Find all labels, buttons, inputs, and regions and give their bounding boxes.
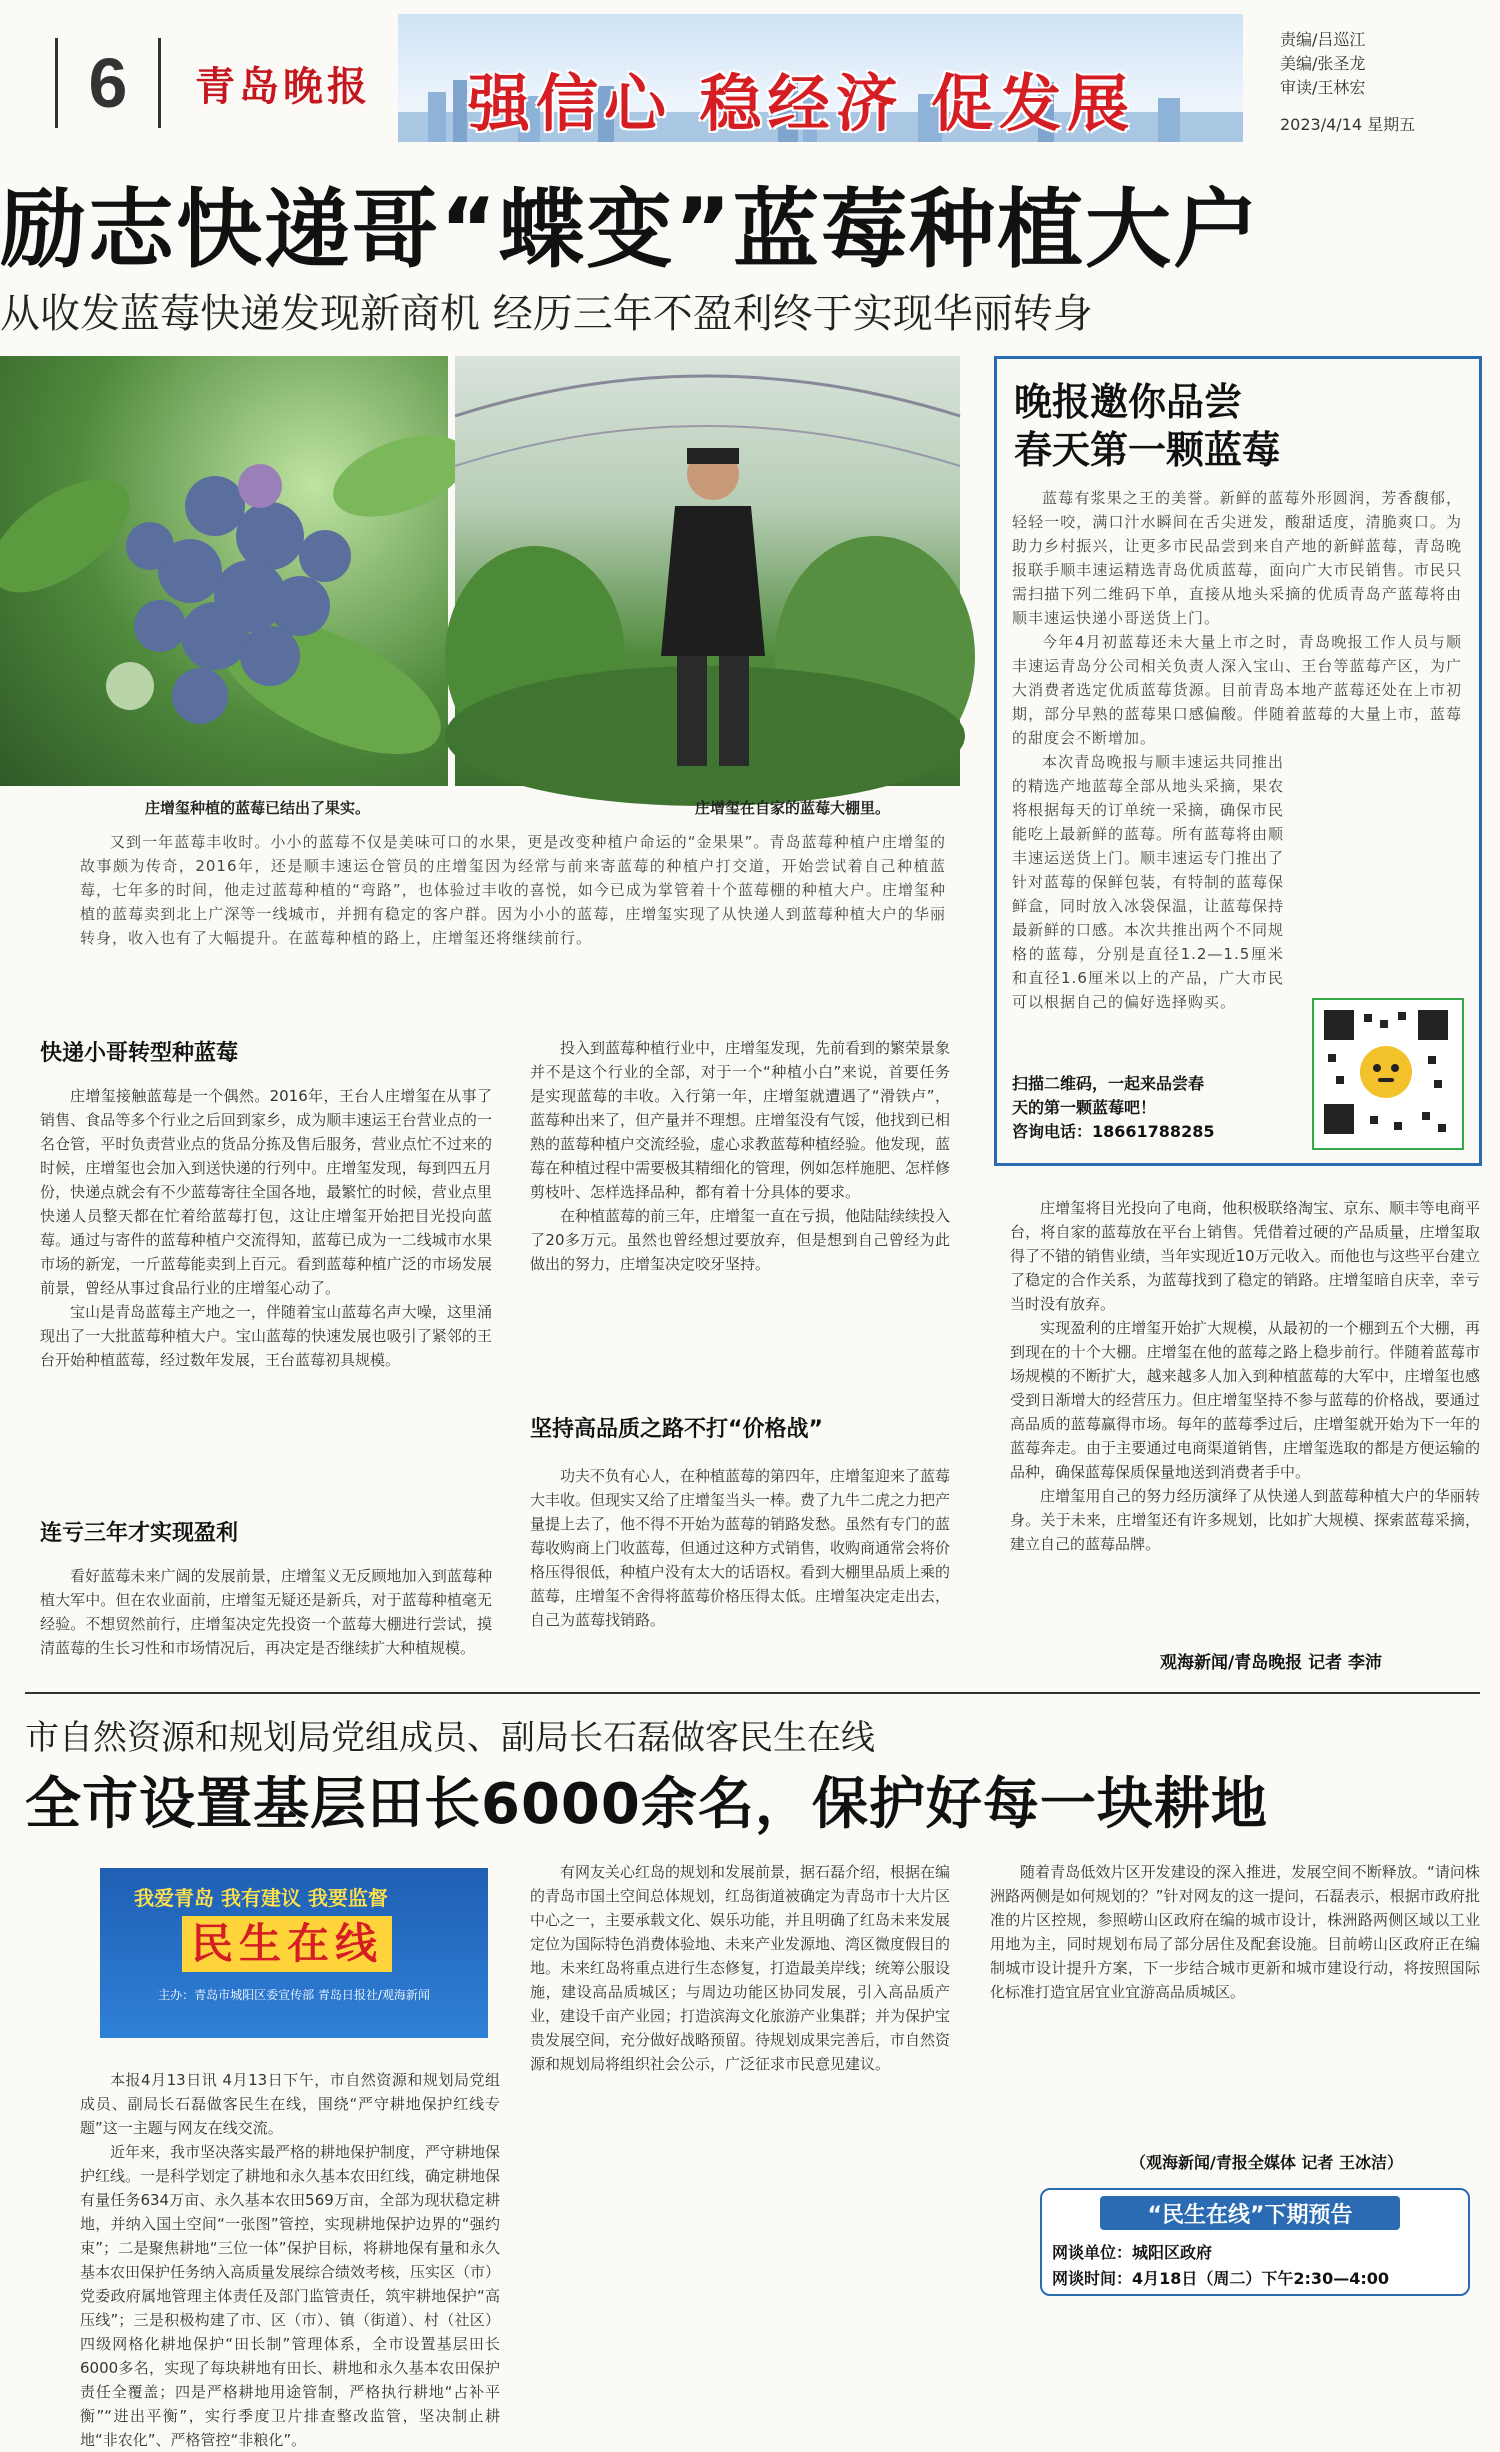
article2-byline: （观海新闻/青报全媒体 记者 王冰洁） — [1130, 2153, 1403, 2172]
scan-line-2: 天的第一颗蓝莓吧！ — [1012, 1098, 1157, 1117]
preview-time: 网谈时间：4月18日（周二）下午2:30—4:00 — [1052, 2269, 1389, 2288]
article2-column-3 — [990, 1860, 1480, 2148]
greenhouse-farmer-icon — [455, 356, 960, 786]
editor-chief: 责编/吕巡江 — [1280, 30, 1366, 49]
promo-title — [1014, 378, 1280, 474]
consult-phone: 咨询电话：18661788285 — [1012, 1122, 1215, 1141]
scan-line-1: 扫描二维码，一起来品尝春 — [1012, 1074, 1205, 1093]
article-column-2 — [530, 1036, 950, 1276]
paragraph: 功夫不负有心人，在种植蓝莓的第四年，庄增玺迎来了蓝莓大丰收。但现实又给了庄增玺当头一棒。费了九牛二虎之力把产量提上去了，他不得不开始为蓝莓的销路发愁。虽然有专门的蓝莓收购商上门收蓝莓，但通过这种方式销售，收购商通常会将价格压得很低，种植户没有太大的话语权。看到大棚里品质上乘的蓝莓，庄增玺不舍得将蓝莓价格压得太低。庄增玺决定走出去，自己为蓝莓找销路。 — [530, 1467, 951, 1629]
paragraph: 有网友关心红岛的规划和发展前景，据石磊介绍，根据在编的青岛市国土空间总体规划，红岛街道被确定为青岛市十大片区中心之一，主要承载文化、娱乐功能，并且明确了红岛未来发展定位为国际特色消费体验地、未来产业发源地、湾区微度假目的地。未来红岛将重点进行生态修复，打造最美岸线；统筹公服设施，建设高品质城区；与周边功能区协同发展，引入高品质产业，建设千亩产业园；打造滨海文化旅游产业集群；并为保护宝贵发展空间，充分做好战略预留。待规划成果完善后，市自然资源和规划局将组织社会公示，广泛征求市民意见建议。 — [530, 1863, 951, 2073]
paragraph: 近年来，我市坚决落实最严格的耕地保护制度，严守耕地保护红线。一是科学划定了耕地和永久基本农田红线，确定耕地保有量任务634万亩、永久基本农田569万亩，全部为现状稳定耕地，并纳入国土空间“一张图”管控，实现耕地保护边界的“强约束”；二是聚焦耕地“三位一体”保护目标，将耕地保有量和永久基本农田保护任务纳入高质量发展综合绩效考核，压实区（市）党委政府属地管理主体责任及部门监管责任，筑牢耕地保护“高压线”；三是积极构建了市、区（市）、镇（街道）、村（社区）四级网格化耕地保护“田长制”管理体系，全市设置基层田长6000多名，实现了每块耕地有田长、耕地和永久基本农田保护责任全覆盖；四是严格耕地用途管制，严格执行耕地“占补平衡”“进出平衡”，实行季度卫片排查整改监管，坚决制止耕地“非农化”、严格管控“非粮化”。 — [80, 2143, 501, 2449]
page-number: 6 — [55, 38, 161, 128]
section-title-quality: 坚持高品质之路不打“价格战” — [530, 1417, 823, 1442]
editor-review: 审读/王林宏 — [1280, 78, 1366, 97]
article2-kicker: 市自然资源和规划局党组成员、副局长石磊做客民生在线 — [25, 1718, 875, 1758]
paragraph: 今年4月初蓝莓还未大量上市之时，青岛晚报工作人员与顺丰速运青岛分公司相关负责人深入宝山、王台等蓝莓产区，为广大消费者选定优质蓝莓货源。目前青岛本地产蓝莓还处在上市初期，部分早熟的蓝莓果口感偏酸。伴随着蓝莓的大量上市，蓝莓的甜度会不断增加。 — [1012, 633, 1462, 747]
greenhouse-photo-caption: 庄增玺在自家的蓝莓大棚里。 — [695, 799, 891, 817]
next-preview-title: “民生在线”下期预告 — [1100, 2196, 1400, 2230]
main-headline: 励志快递哥“蝶变”蓝莓种植大户 — [0, 180, 1262, 280]
slogan-banner — [398, 14, 1243, 142]
article-lead: 又到一年蓝莓丰收时。小小的蓝莓不仅是美味可口的水果，更是改变种植户命运的“金果果”。青岛蓝莓种植户庄增玺的故事颇为传奇，2016年，还是顺丰速运仓管员的庄增玺因为经常与前来寄蓝莓的种植户打交道，开始尝试着自己种植蓝莓，七年多的时间，他走过蓝莓种植的“弯路”，也体验过丰收的喜悦，如今已成为掌管着十个蓝莓棚的种植大户。庄增玺种植的蓝莓卖到北上广深等一线城市，并拥有稳定的客户群。因为小小的蓝莓，庄增玺实现了从快递人到蓝莓种植大户的华丽转身，收入也有了大幅提升。在蓝莓种植的路上，庄增玺还将继续前行。 — [80, 833, 946, 947]
article2-headline: 全市设置基层田长6000余名，保护好每一块耕地 — [25, 1772, 1268, 1837]
paragraph: 庄增玺将目光投向了电商，他积极联络淘宝、京东、顺丰等电商平台，将自家的蓝莓放在平台上销售。凭借着过硬的产品质量，庄增玺取得了不错的销售业绩，当年实现近10万元收入。而他也与这些平台建立了稳定的合作关系，为蓝莓找到了稳定的销路。庄增玺暗自庆幸，幸亏当时没有放弃。 — [1010, 1199, 1480, 1313]
paragraph: 本次青岛晚报与顺丰速运共同推出的精选产地蓝莓全部从地头采摘，果农将根据每天的订单统一采摘，确保市民能吃上最新鲜的蓝莓。所有蓝莓将由顺丰速运送货上门。顺丰速运专门推出了针对蓝莓的保鲜包装，有特制的蓝莓保鲜盒，同时放入冰袋保温，让蓝莓保持最新鲜的口感。本次共推出两个不同规格的蓝莓，分别是直径1.2—1.5厘米和直径1.6厘米以上的产品，广大市民可以根据自己的偏好选择购买。 — [1012, 753, 1285, 1011]
editor-art: 美编/张圣龙 — [1280, 54, 1366, 73]
paragraph: 庄增玺接触蓝莓是一个偶然。2016年，王台人庄增玺在从事了销售、食品等多个行业之后回到家乡，成为顺丰速运王台营业点的一名仓管，平时负责营业点的货品分拣及售后服务，营业点忙不过来的时候，庄增玺也会加入到送快递的行列中。庄增玺发现，每到四五月份，快递点就会有不少蓝莓寄往全国各地，最繁忙的时候，营业点里快递人员整天都在忙着给蓝莓打包，这让庄增玺开始把目光投向蓝莓。通过与寄件的蓝莓种植户交流得知，蓝莓已成为一二线城市水果市场的新宠，一斤蓝莓能卖到上百元。看到蓝莓种植广泛的市场发展前景，曾经从事过食品行业的庄增玺心动了。 — [40, 1087, 492, 1297]
banner-host: 主办：青岛市城阳区委宣传部 青岛日报社/观海新闻 — [158, 1988, 430, 2002]
paragraph: 投入到蓝莓种植行业中，庄增玺发现，先前看到的繁荣景象并不是这个行业的全部，对于一个“种植小白”来说，首要任务是实现蓝莓的丰收。入行第一年，庄增玺就遭遇了“滑铁卢”，蓝莓种出来了，但产量并不理想。庄增玺没有气馁，他找到已相熟的蓝莓种植户交流经验，虚心求教蓝莓种植经验。他发现，蓝莓在种植过程中需要极其精细化的管理，例如怎样施肥、怎样修剪枝叶、怎样选择品种，都有着十分具体的要求。 — [530, 1039, 951, 1201]
paragraph: 宝山是青岛蓝莓主产地之一，伴随着宝山蓝莓名声大噪，这里涌现出了一大批蓝莓种植大户。宝山蓝莓的快速发展也吸引了紧邻的王台开始种植蓝莓，经过数年发展，王台蓝莓初具规模。 — [40, 1303, 492, 1369]
article2-column-2 — [530, 1860, 950, 2300]
promo-title-line1: 晚报邀你品尝 — [1014, 379, 1243, 424]
qr-code-icon[interactable] — [1312, 998, 1464, 1150]
paragraph: 在种植蓝莓的前三年，庄增玺一直在亏损，他陆陆续续投入了20多万元。虽然也曾经想过要放弃，但是想到自己曾经为此做出的努力，庄增玺决定咬牙坚持。 — [530, 1207, 951, 1273]
article-byline: 观海新闻/青岛晚报 记者 李沛 — [1160, 1653, 1383, 1673]
section-title-courier: 快递小哥转型种蓝莓 — [40, 1041, 239, 1066]
section-divider — [25, 1692, 1480, 1694]
blueberry-photo-caption: 庄增玺种植的蓝莓已结出了果实。 — [145, 799, 371, 817]
promo-body — [1012, 486, 1462, 1014]
blueberry-photo — [0, 356, 448, 786]
paragraph: 随着青岛低效片区开发建设的深入推进，发展空间不断释放。“请问株洲路两侧是如何规划的？”针对网友的这一提问，石磊表示，根据市政府批准的片区控规，参照崂山区政府在编的城市设计，株洲路两侧区域以工业用地为主，同时规划布局了部分居住及配套设施。目前崂山区政府正在编制城市设计提升方案，下一步结合城市更新和城市建设行动，将按照国际化标准打造宜居宜业宜游高品质城区。 — [990, 1863, 1480, 2001]
paragraph: 实现盈利的庄增玺开始扩大规模，从最初的一个棚到五个大棚，再到现在的十个大棚。庄增玺在他的蓝莓之路上稳步前行。伴随着蓝莓市场规模的不断扩大，越来越多人加入到种植蓝莓的大军中，庄增玺也感受到日渐增大的经营压力。但庄增玺坚持不参与蓝莓的价格战，要通过高品质的蓝莓赢得市场。每年的蓝莓季过后，庄增玺就开始为下一年的蓝莓奔走。由于主要通过电商渠道销售，庄增玺选取的都是方便运输的品种，确保蓝莓保质保量地送到消费者手中。 — [1010, 1319, 1480, 1481]
blueberry-cluster-icon — [0, 356, 448, 786]
article-column-1b — [40, 1564, 492, 1660]
paragraph: 看好蓝莓未来广阔的发展前景，庄增玺义无反顾地加入到蓝莓种植大军中。但在农业面前，庄增玺无疑还是新兵，对于蓝莓种植毫无经验。不想贸然前行，庄增玺决定先投资一个蓝莓大棚进行尝试，摸清蓝莓的生长习性和市场情况后，再决定是否继续扩大种植规模。 — [40, 1567, 492, 1657]
article-column-3 — [1010, 1196, 1480, 1556]
greenhouse-photo — [455, 356, 960, 786]
article-column-1 — [40, 1084, 492, 1372]
article-column-2b — [530, 1464, 950, 1632]
slogan-text: 强信心 稳经济 促发展 — [468, 67, 1136, 140]
editor-credits — [1280, 28, 1365, 100]
banner-slogan: 我爱青岛 我有建议 我要监督 — [134, 1886, 388, 1910]
preview-unit: 网谈单位：城阳区政府 — [1052, 2243, 1213, 2262]
banner-title: 民生在线 — [182, 1916, 392, 1972]
paragraph: 蓝莓有浆果之王的美誉。新鲜的蓝莓外形圆润，芳香馥郁，轻轻一咬，满口汁水瞬间在舌尖迸发，酸甜适度，清脆爽口。为助力乡村振兴，让更多市民品尝到来自产地的新鲜蓝莓，青岛晚报联手顺丰速运精选青岛优质蓝莓，面向广大市民销售。市民只需扫描下列二维码下单，直接从地头采摘的优质青岛产蓝莓将由顺丰速运快递小哥送货上门。 — [1012, 489, 1462, 627]
paragraph: 庄增玺用自己的努力经历演绎了从快递人到蓝莓种植大户的华丽转身。关于未来，庄增玺还有许多规划，比如扩大规模、探索蓝莓采摘，建立自己的蓝莓品牌。 — [1010, 1487, 1480, 1553]
minsheng-online-banner — [100, 1868, 488, 2038]
publication-date: 2023/4/14 星期五 — [1280, 115, 1416, 134]
main-subheadline: 从收发蓝莓快递发现新商机 经历三年不盈利终于实现华丽转身 — [0, 291, 1093, 337]
paragraph: 本报4月13日讯 4月13日下午，市自然资源和规划局党组成员、副局长石磊做客民生在线，围绕“严守耕地保护红线专题”这一主题与网友在线交流。 — [80, 2071, 500, 2137]
promo-scan-text — [1012, 1072, 1302, 1144]
promo-title-line2: 春天第一颗蓝莓 — [1014, 427, 1281, 472]
paper-name-logo: 青岛晚报 — [195, 63, 371, 110]
section-title-losses: 连亏三年才实现盈利 — [40, 1521, 239, 1546]
article2-column-1 — [80, 2068, 501, 2449]
